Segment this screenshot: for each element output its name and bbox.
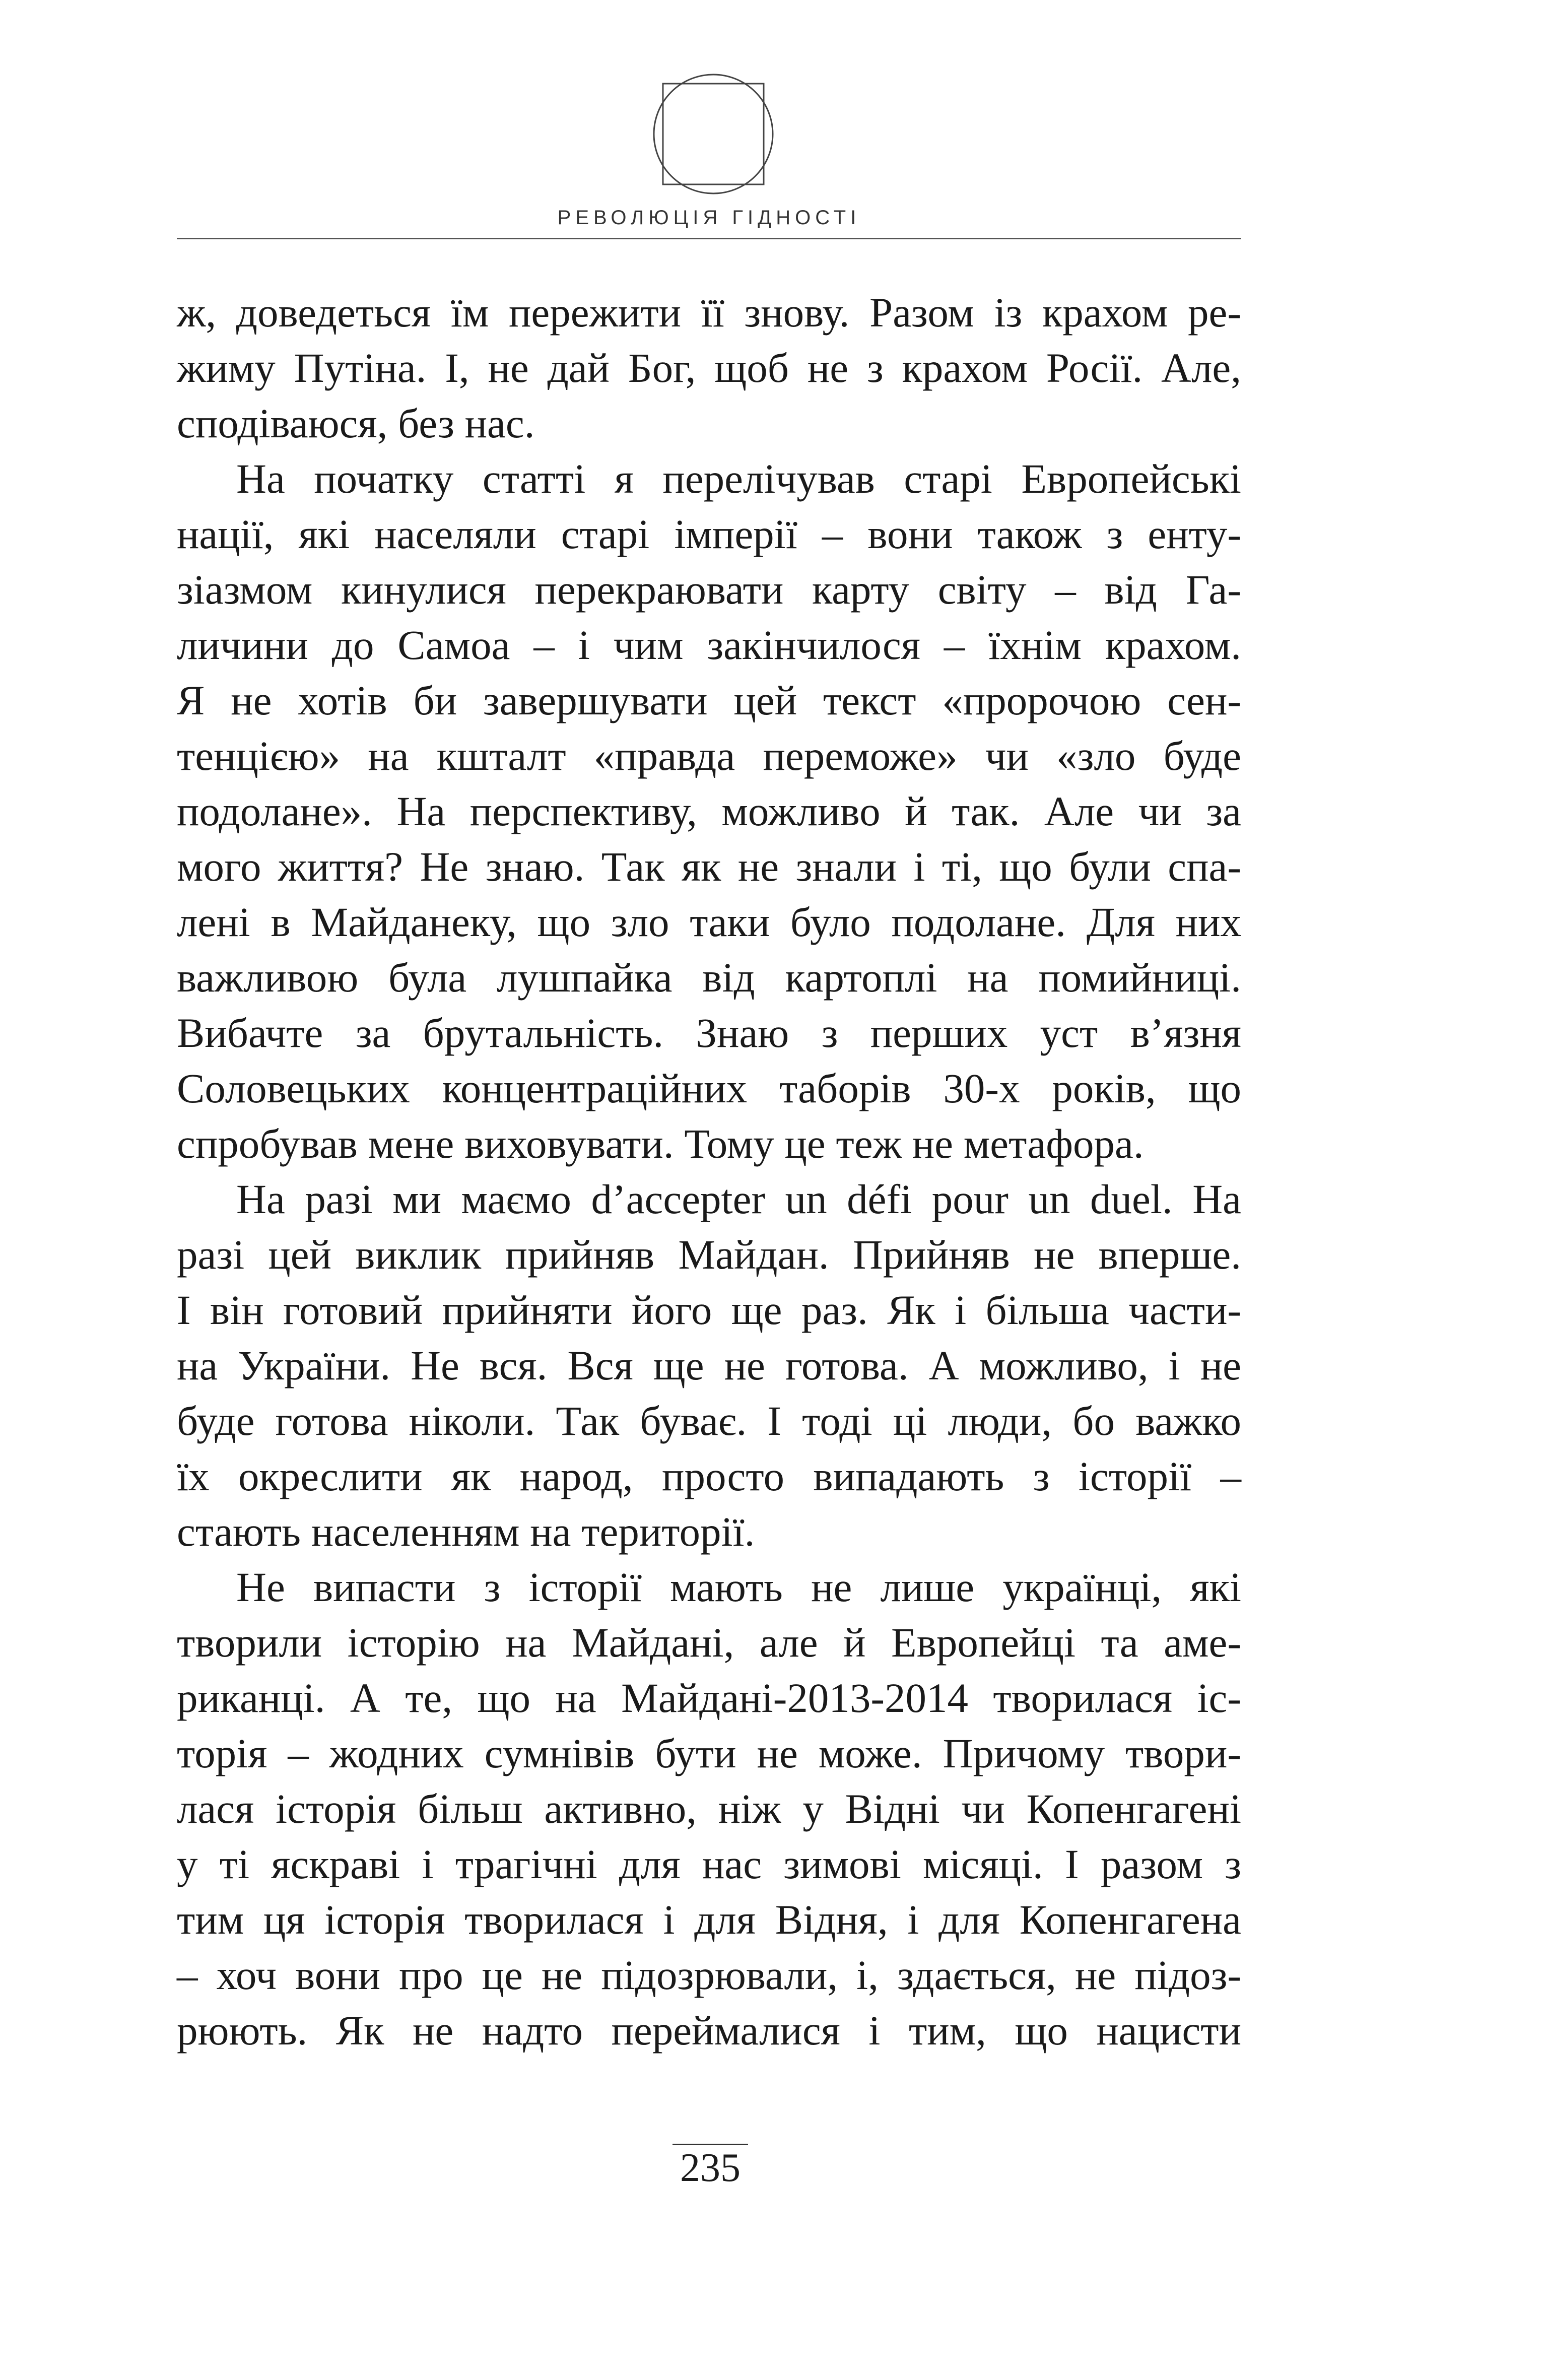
circle-square-emblem-icon — [653, 74, 774, 194]
page-number: 235 — [672, 2144, 748, 2191]
text-line: зіазмом кинулися перекраювати карту світу – від Га- — [177, 566, 1241, 613]
text-line: творили історію на Майдані, але й Европейці та аме- — [177, 1619, 1241, 1666]
text-line: у ті яскраві і трагічні для нас зимові місяці. І разом з — [177, 1841, 1241, 1887]
text-line: Вибачте за брутальність. Знаю з перших уст в’язня — [177, 1010, 1241, 1056]
text-line: личини до Самоа – і чим закінчилося – їхнім крахом. — [177, 622, 1241, 668]
text-line: спробував мене виховувати. Тому це теж не метафора. — [177, 1120, 1144, 1167]
text-line: риканці. А те, що на Майдані-2013-2014 творилася іс- — [177, 1675, 1241, 1721]
text-line: Не випасти з історії мають не лише українці, які — [236, 1564, 1241, 1610]
text-line: жиму Путіна. І, не дай Бог, щоб не з крахом Росії. Але, — [177, 345, 1241, 391]
header-rule — [177, 238, 1241, 239]
text-line: торія – жодних сумнівів бути не може. Причому твори- — [177, 1730, 1241, 1776]
text-line: мого життя? Не знаю. Так як не знали і ті, що були спа- — [177, 843, 1241, 890]
paragraph — [177, 451, 1241, 1171]
text-line: – хоч вони про це не підозрювали, і, здається, не підоз- — [177, 1952, 1241, 1998]
running-head: РЕВОЛЮЦІЯ ГІДНОСТІ — [557, 207, 861, 229]
text-line: На разі ми маємо d’accepter un défi pour un duel. На — [236, 1176, 1241, 1222]
text-line: буде готова ніколи. Так буває. І тоді ці люди, бо важко — [177, 1398, 1241, 1444]
text-line: Я не хотів би завершувати цей текст «пророчою сен- — [177, 677, 1241, 723]
text-line: На початку статті я перелічував старі Европейські — [236, 455, 1241, 502]
text-line: ж, доведеться їм пережити її знову. Разом із крахом ре- — [177, 289, 1241, 336]
text-line: рюють. Як не надто переймалися і тим, що нацисти — [177, 2007, 1241, 2054]
text-line: І він готовий прийняти його ще раз. Як і більша части- — [177, 1287, 1241, 1333]
text-line: лені в Майданеку, що зло таки було подолане. Для них — [177, 899, 1241, 945]
text-line: нації, які населяли старі імперії – вони також з енту- — [177, 511, 1241, 557]
text-line: тим ця історія творилася і для Відня, і для Копенгагена — [177, 1896, 1241, 1943]
text-line: разі цей виклик прийняв Майдан. Прийняв не вперше. — [177, 1231, 1241, 1278]
body-text — [177, 285, 1241, 2058]
text-line: важливою була лушпайка від картоплі на помийниці. — [177, 954, 1241, 1001]
paragraph — [177, 1559, 1241, 2058]
text-line: сподіваюся, без нас. — [177, 400, 535, 446]
text-line: стають населенням на території. — [177, 1508, 755, 1555]
text-line: лася історія більш активно, ніж у Відні чи Копенгагені — [177, 1786, 1241, 1832]
paragraph — [177, 1171, 1241, 1559]
paragraph — [177, 285, 1241, 451]
text-line: їх окреслити як народ, просто випадають з історії – — [177, 1453, 1241, 1499]
text-line: на України. Не вся. Вся ще не готова. А можливо, і не — [177, 1342, 1241, 1389]
text-line: подолане». На перспективу, можливо й так. Але чи за — [177, 788, 1241, 834]
text-line: тенцією» на кшталт «правда переможе» чи «зло буде — [177, 733, 1241, 779]
text-line: Соловецьких концентраційних таборів 30-х років, що — [177, 1065, 1241, 1111]
